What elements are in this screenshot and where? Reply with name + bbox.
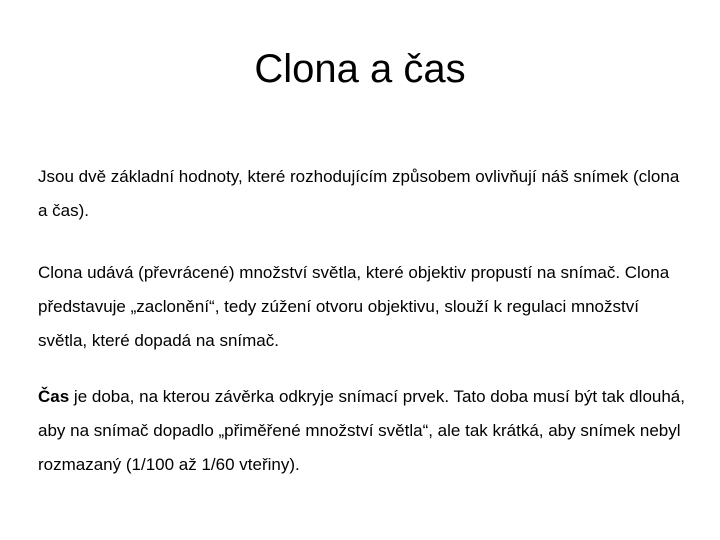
- slide-body: [38, 160, 688, 482]
- time-text: je doba, na kterou závěrka odkryje snímací prvek. Tato doba musí být tak dlouhá, aby na snímač dopadlo „přiměřené množství světla“, ale tak krátká, aby snímek nebyl rozmazaný (1/100 až 1/60 vteřiny).: [38, 387, 685, 474]
- intro-text: Jsou dvě základní hodnoty, které rozhodujícím způsobem ovlivňují náš snímek (clona a čas).: [38, 167, 680, 220]
- slide-title: Clona a čas: [254, 47, 466, 91]
- time-term: Čas: [38, 387, 70, 406]
- aperture-term: Clona: [38, 263, 83, 282]
- aperture-text: udává (převrácené) množství světla, které objektiv propustí na snímač. Clona představuje „zaclonění“, tedy zúžení otvoru objektivu, slouží k regulaci množství světla, které dopadá na snímač.: [38, 263, 670, 350]
- aperture-paragraph: [38, 256, 688, 358]
- intro-paragraph: [38, 160, 688, 228]
- time-paragraph: [38, 380, 688, 482]
